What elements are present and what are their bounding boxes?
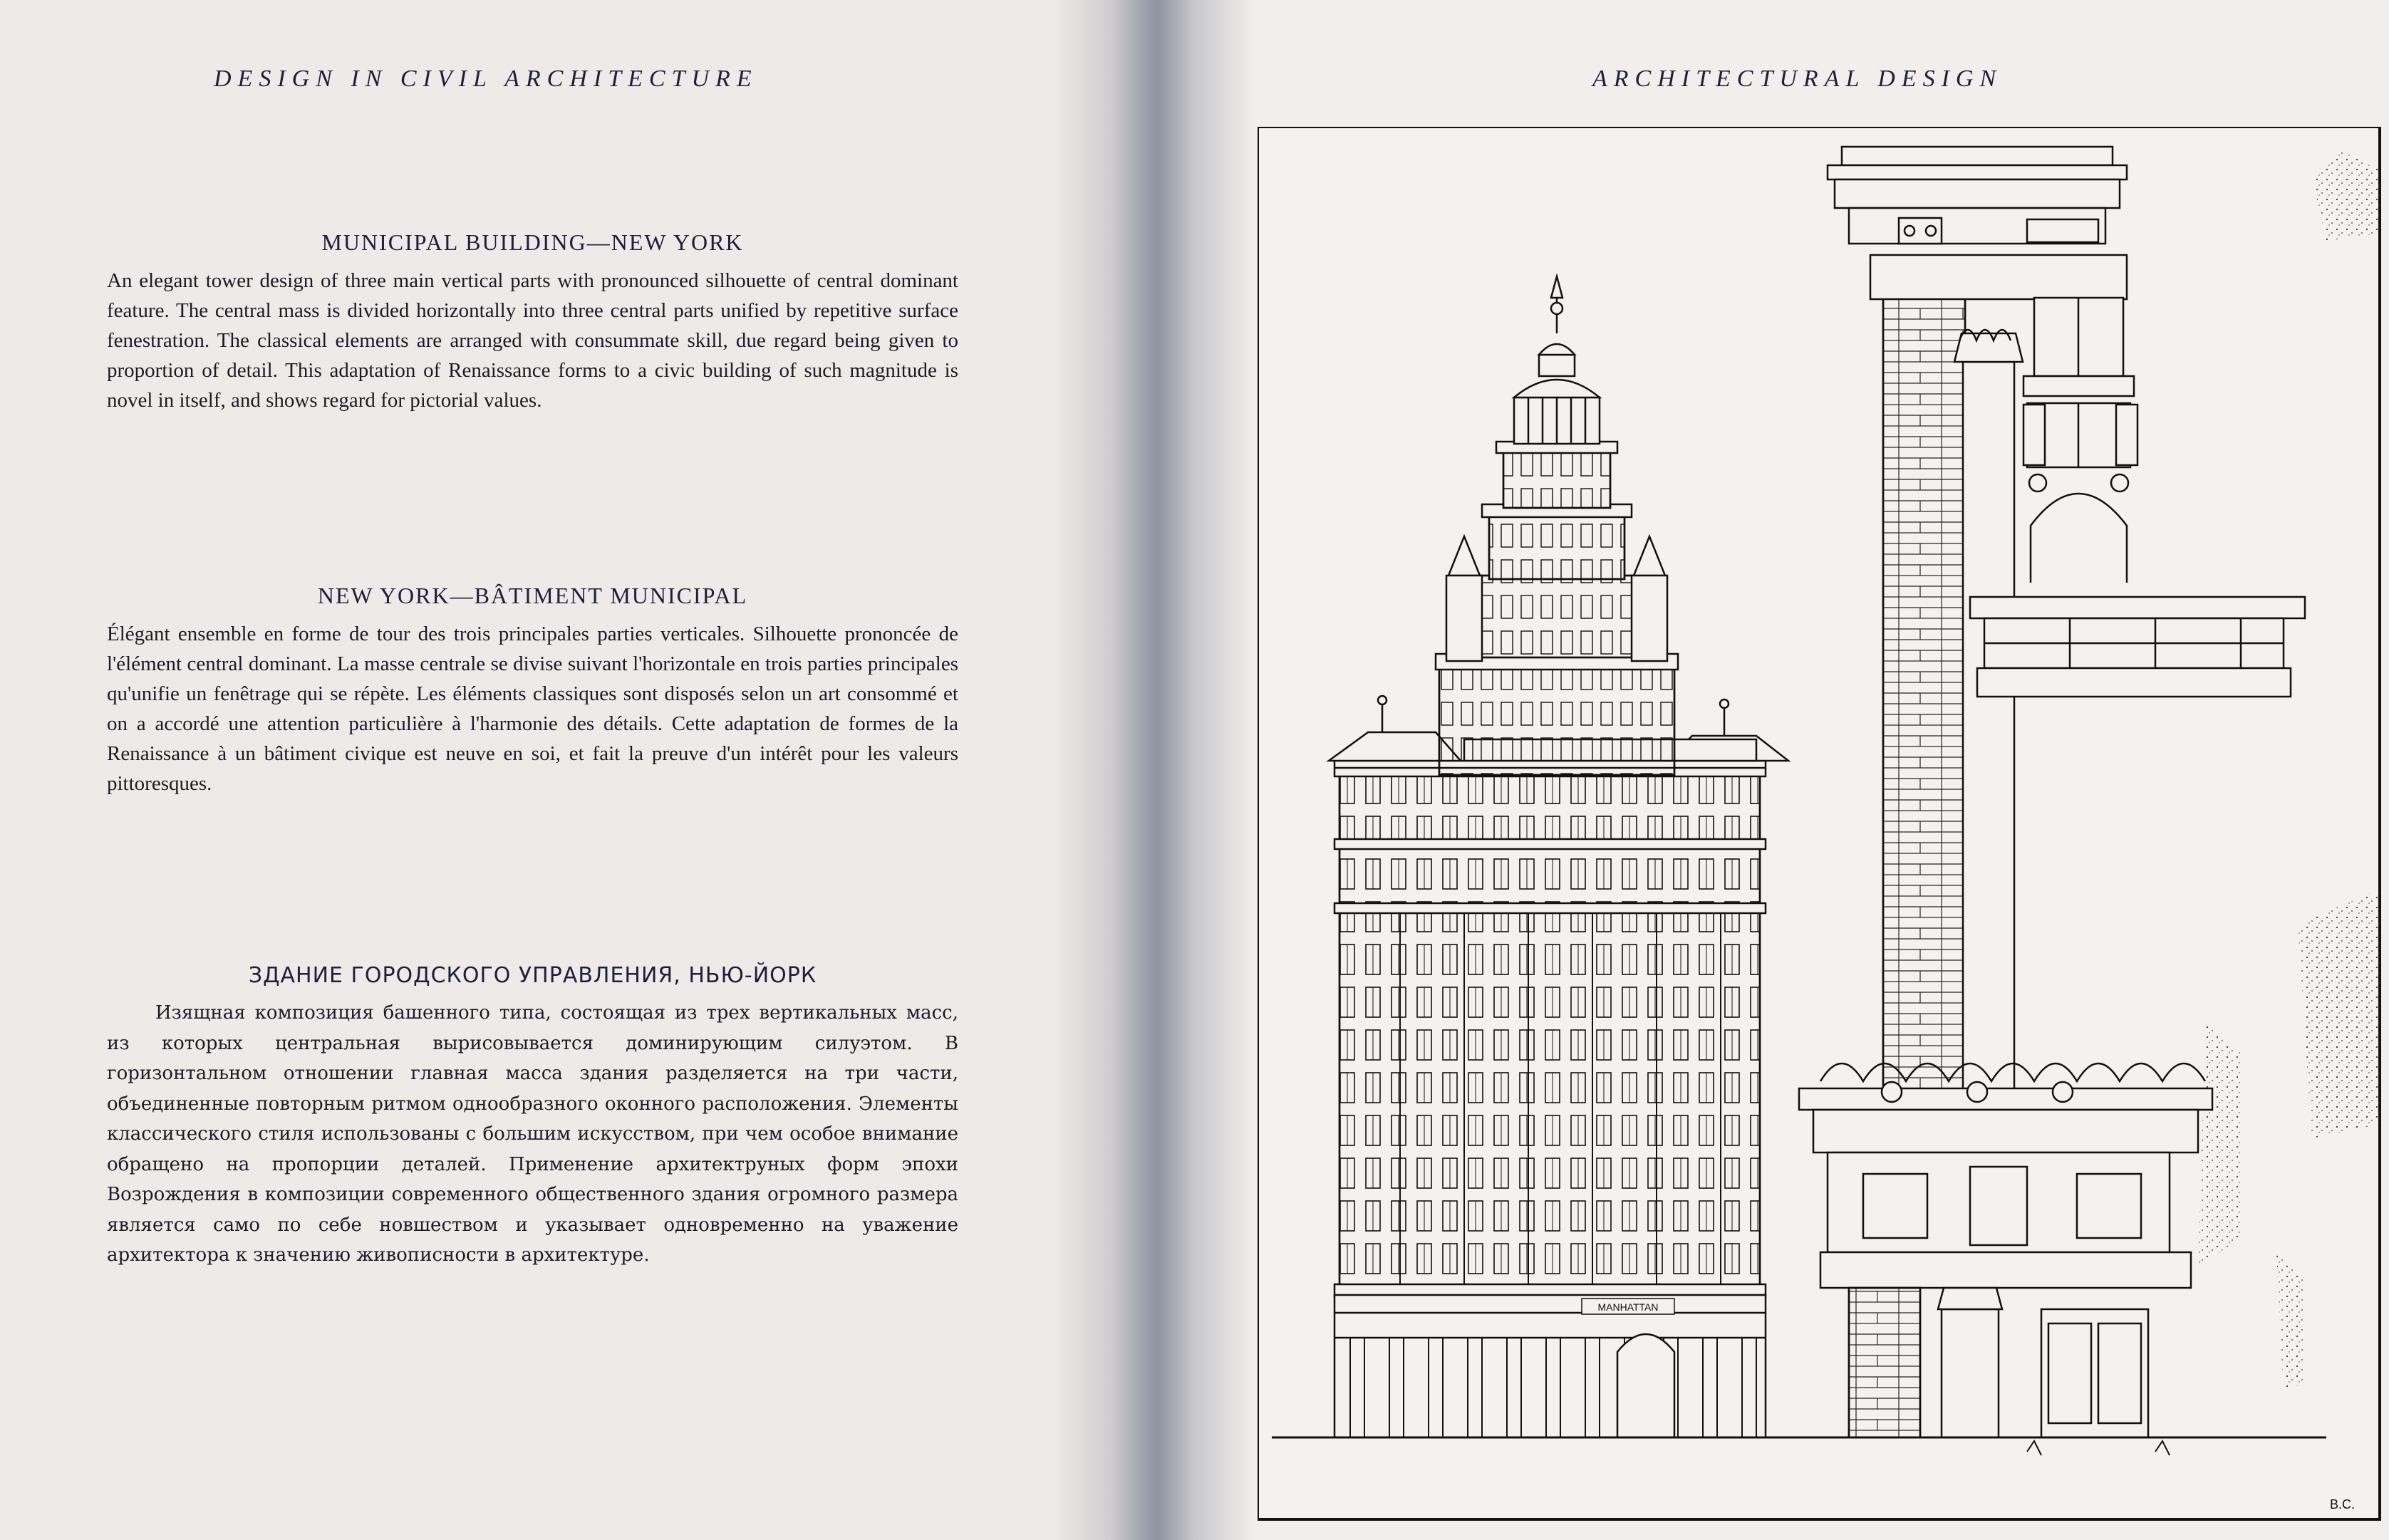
section-russian (107, 963, 958, 1271)
section-french-body: Élégant ensemble en forme de tour des trois principales parties verticales. Silhouette prononcée de l'élément central dominant. La masse centrale se divise suivant l'horizontale en trois parties principales qu'unifie un fenêtrage qui se répète. Les éléments classiques sont disposés selon un art consommé et on a accordé une attention particulière à l'harmonie des détails. Cette adaptation de formes de la Renaissance à un bâtiment civique est neuve en soi, et fait la preuve d'un intérêt pour les valeurs pittoresques. (107, 623, 958, 795)
frieze-inscription: MANHATTAN (1597, 1301, 1659, 1313)
section-russian-body: Изящная композиция башенного типа, состоящая из трех вертикальных масс, из которых центральная вырисовывается доминирующим силуэтом. В горизонтальном отношении главная масса здания разделяется на три части, объединенные повторным ритмом однообразного оконного расположения. Элементы классического стиля использованы с большим искусством, при чем особое внимание обращено на пропорции деталей. Применение архитектруных форм эпохи Возрождения в композиции современного общественного здания огромного размера является само по себе новшеством и указывает одновременно на уважение архитектора к значению живописности в архитектуре. (107, 1002, 958, 1266)
book-gutter-shadow (1054, 0, 1254, 1540)
main-building-body (1335, 761, 1766, 1437)
section-english-body: An elegant tower design of three main vertical parts with pronounced silhouette of central dominant feature. The central mass is divided horizontally into three central parts unified by repetitive surface fenestration. The classical elements are arranged with consummate skill, due regard being given to proportion of detail. This adaptation of Renaissance forms to a civic building of such magnitude is novel in itself, and shows regard for pictorial values. (107, 269, 958, 412)
left-page (0, 0, 1140, 1540)
right-running-head: ARCHITECTURAL DESIGN (1592, 66, 2003, 92)
detail-middle-balustrade (1970, 597, 2305, 697)
section-french (107, 583, 958, 798)
drawing-signature: B.C. (2329, 1497, 2355, 1512)
left-running-head: DESIGN IN CIVIL ARCHITECTURE (214, 66, 758, 92)
municipal-building-elevation-drawing (1258, 127, 2383, 1523)
section-english-heading: MUNICIPAL BUILDING—NEW YORK (321, 229, 744, 255)
elevation-drawing-svg (1258, 127, 2383, 1523)
section-english (107, 229, 958, 415)
section-french-heading: NEW YORK—BÂTIMENT MUNICIPAL (317, 583, 748, 608)
section-russian-heading: ЗДАНИЕ ГОРОДСКОГО УПРАВЛЕНИЯ, НЬЮ-ЙОРК (248, 963, 817, 988)
